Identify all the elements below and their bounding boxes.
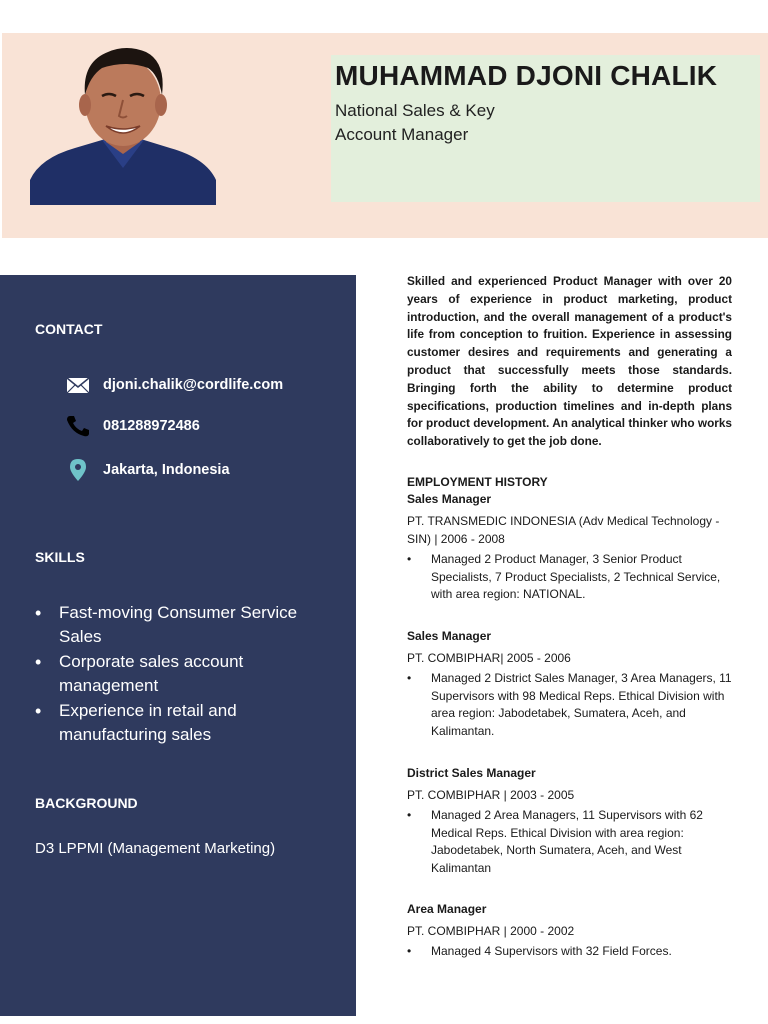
skills-list (35, 601, 335, 748)
sidebar (0, 275, 356, 1016)
list-item: • Managed 4 Supervisors with 32 Field Forces. (407, 943, 732, 961)
list-item: • Managed 2 Product Manager, 3 Senior Product Specialists, 7 Product Specialists, 2 Technical Service, with area region: NATIONAL. (407, 551, 732, 604)
job-entry (407, 901, 732, 961)
contact-location (66, 459, 230, 481)
list-item: • Experience in retail and manufacturing sales (35, 699, 335, 747)
list-item: • Fast-moving Consumer Service Sales (35, 601, 335, 649)
phone-text[interactable]: 081288972486 (103, 418, 200, 434)
job-company: PT. COMBIPHAR | 2000 - 2002 (407, 924, 575, 938)
job-role: Sales Manager (407, 629, 492, 643)
list-item: • Corporate sales account management (35, 650, 335, 698)
contact-email (66, 374, 284, 396)
location-text: Jakarta, Indonesia (103, 462, 230, 478)
job-role: District Sales Manager (407, 766, 536, 780)
background-text: D3 LPPMI (Management Marketing) (35, 840, 276, 857)
contact-phone (66, 415, 200, 437)
list-item: • Managed 2 Area Managers, 11 Supervisors with 62 Medical Reps. Ethical Division with area region: Jabodetabek, North Sumatera, Aceh, and West Kalimantan (407, 807, 732, 877)
job-role: Sales Manager (407, 492, 492, 506)
background-heading: BACKGROUND (35, 795, 138, 811)
email-text[interactable]: djoni.chalik@cordlife.com (103, 377, 284, 393)
candidate-title: National Sales & Key Account Manager (335, 101, 495, 144)
job-company: PT. COMBIPHAR| 2005 - 2006 (407, 651, 571, 665)
job-role: Area Manager (407, 902, 487, 916)
candidate-name: MUHAMMAD DJONI CHALIK (335, 60, 718, 91)
job-company: PT. TRANSMEDIC INDONESIA (Adv Medical Technology - SIN) | 2006 - 2008 (407, 514, 720, 546)
phone-icon (66, 415, 90, 437)
main-content (407, 273, 732, 958)
job-company: PT. COMBIPHAR | 2003 - 2005 (407, 788, 575, 802)
name-box (331, 55, 760, 202)
contact-heading: CONTACT (35, 321, 103, 337)
location-pin-icon (66, 459, 90, 481)
job-entry (407, 765, 732, 877)
list-item: • Managed 2 District Sales Manager, 3 Area Managers, 11 Supervisors with 98 Medical Reps. Ethical Division with area region: Jabodetabek, Sumatera, Aceh, and Kalimantan. (407, 670, 732, 740)
profile-photo (30, 40, 216, 205)
employment-heading: EMPLOYMENT HISTORY (407, 475, 548, 489)
envelope-icon (66, 374, 90, 396)
skills-heading: SKILLS (35, 549, 85, 565)
job-entry (407, 628, 732, 740)
profile-summary: Skilled and experienced Product Manager with over 20 years of experience in product marketing, product introduction, and the overall management of a product's life from conception to fruition. Experience in assessing customer desires and requirements and generating a product that successfully meets those standards. Bringing forth the ability to determine product specifications, production timelines and in-depth plans for product development. An analytical thinker who works collaboratively to get the job done. (407, 274, 732, 449)
job-entry (407, 491, 732, 604)
